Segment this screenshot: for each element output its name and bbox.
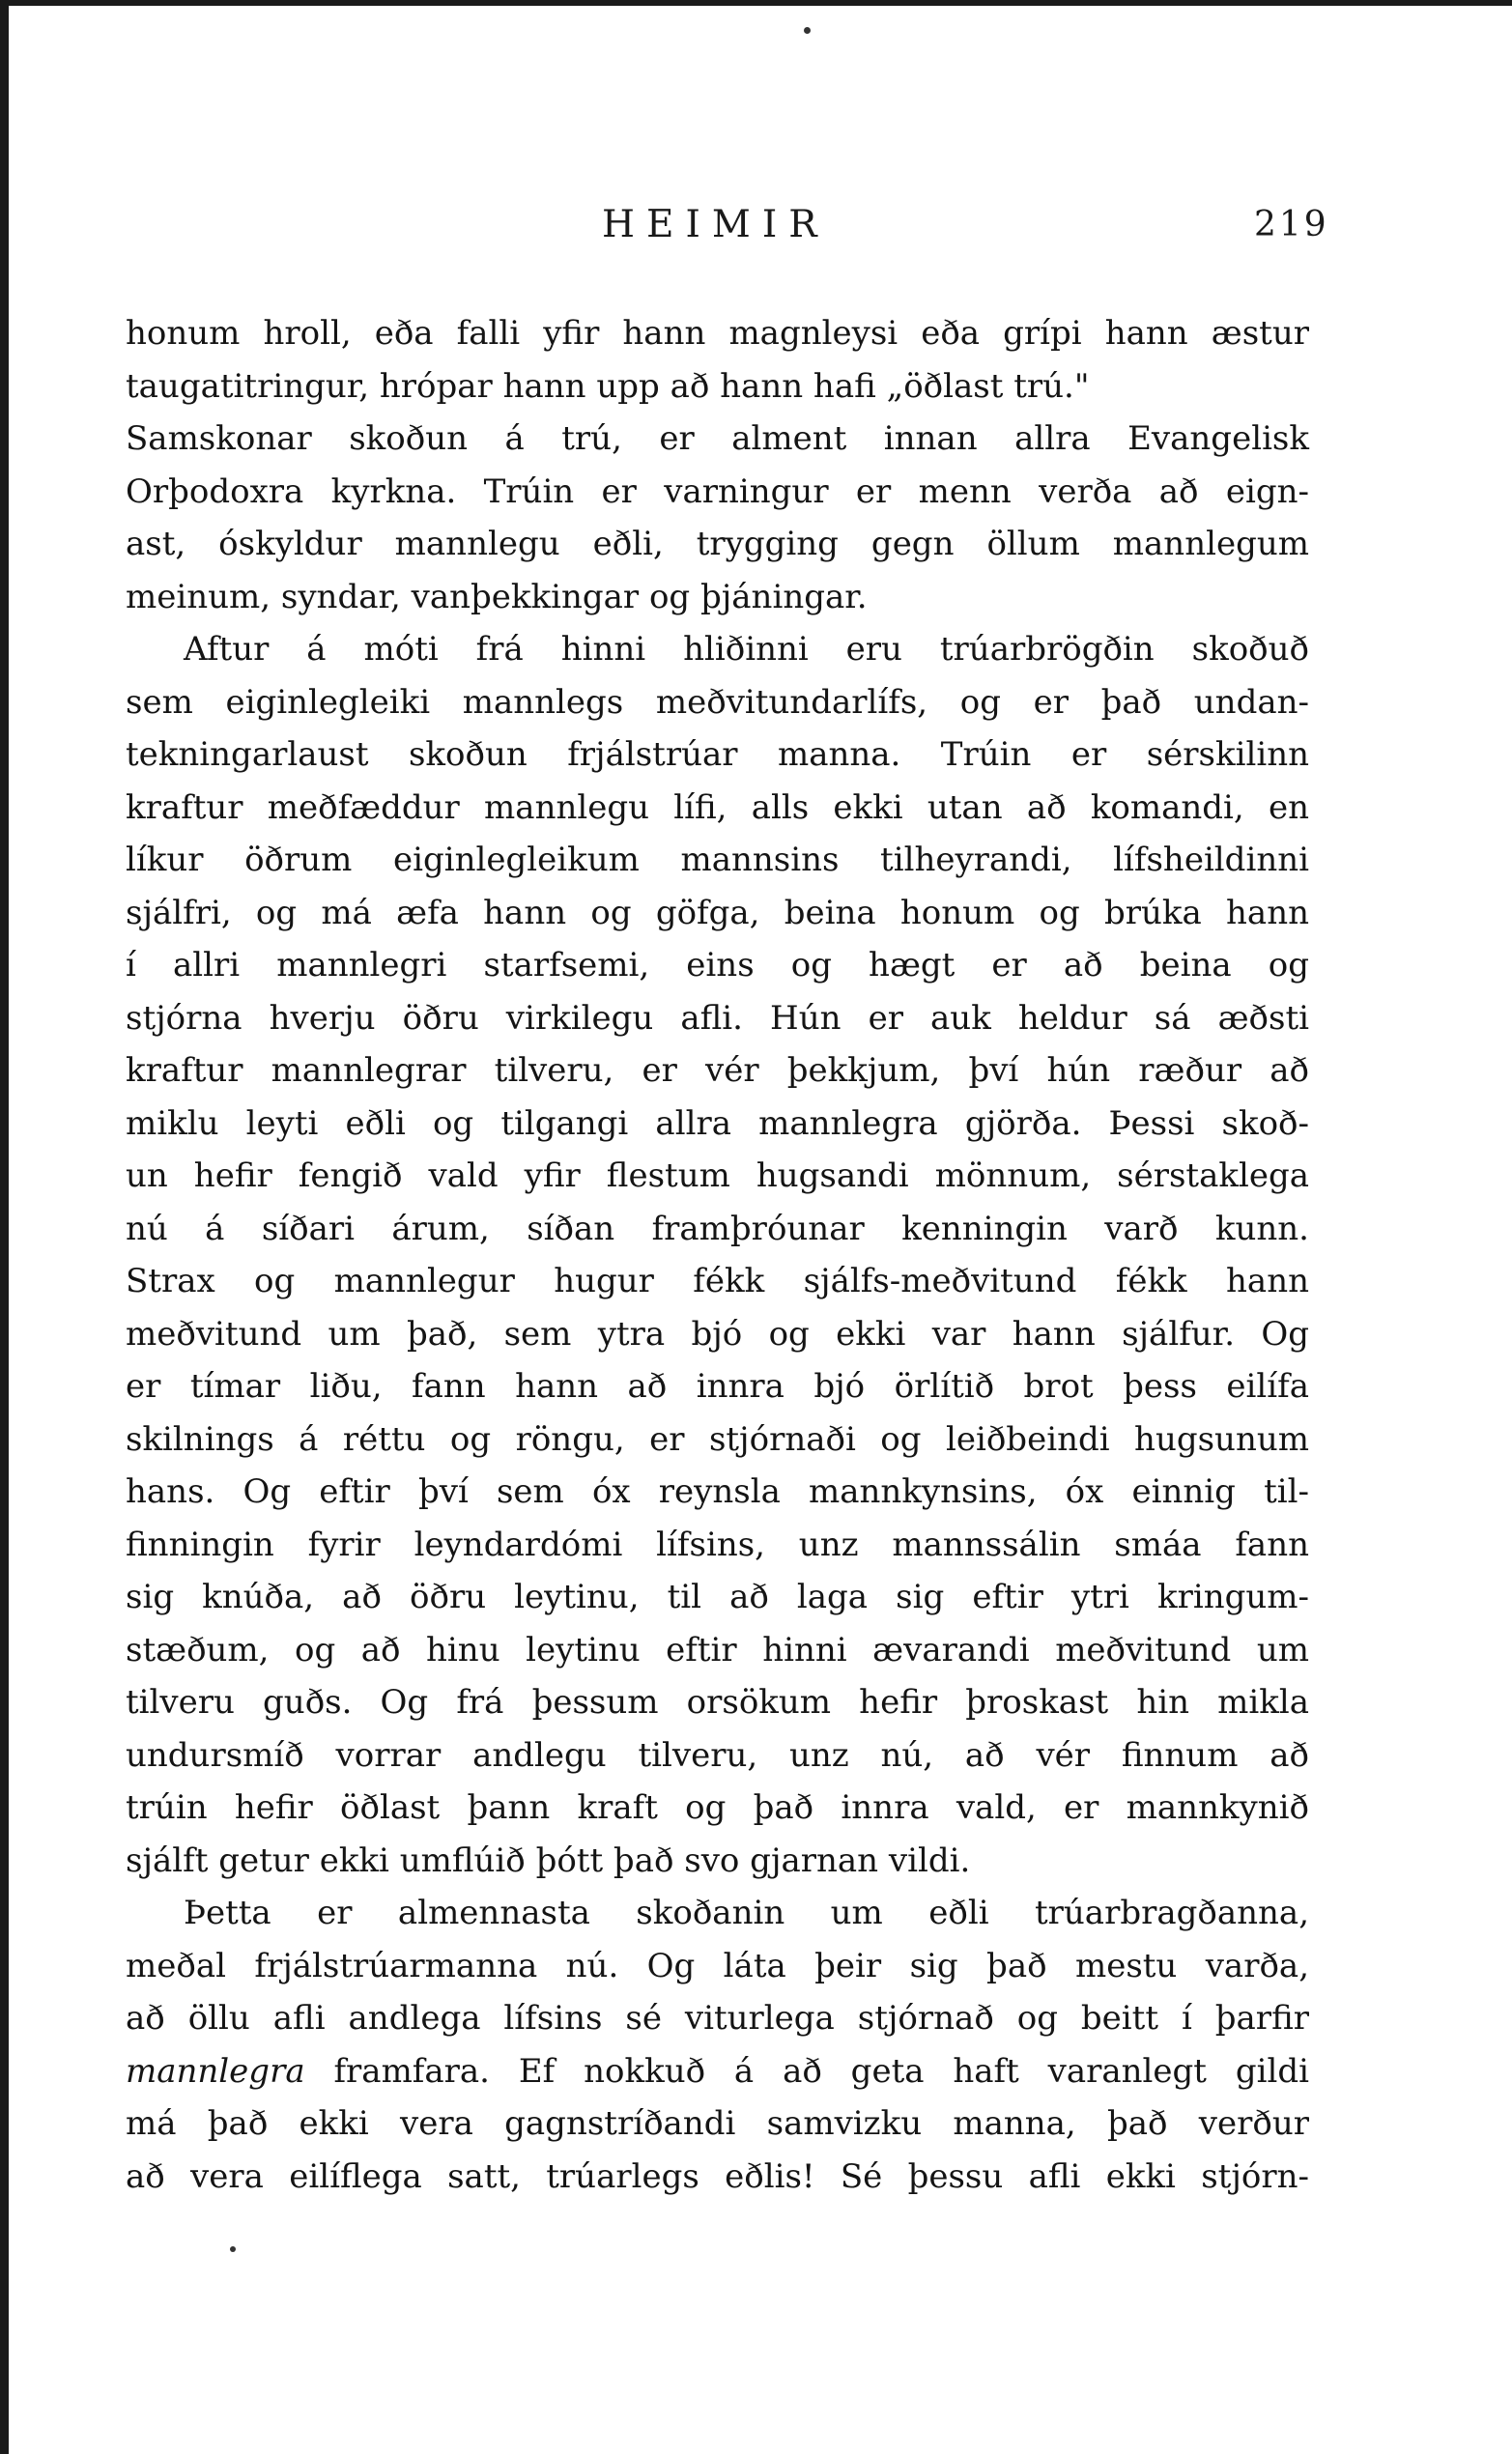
text-line: að öllu afli andlega lífsins sé viturlega stjórnað og beitt í þarfir (126, 1999, 1309, 2038)
text-line: líkur öðrum eiginlegleikum mannsins tilheyrandi, lífsheildinni (126, 841, 1309, 879)
text-line: skilnings á réttu og röngu, er stjórnaði og leiðbeindi hugsunum (126, 1419, 1309, 1459)
text-line: sig knúða, að öðru leytinu, til að laga sig eftir ytri kringum- (126, 1578, 1309, 1616)
text-line: trúin hefir öðlast þann kraft og það innra vald, er mannkynið (126, 1788, 1309, 1827)
scan-speck (804, 27, 811, 34)
text-line: stæðum, og að hinu leytinu eftir hinni ævarandi meðvitund um (126, 1630, 1309, 1669)
text-line: tekningarlaust skoðun frjálstrúar manna. Trúin er sérskilinn (126, 735, 1309, 774)
text-line: að vera eilíflega satt, trúarlegs eðlis! Sé þessu afli ekki stjórn- (126, 2156, 1309, 2196)
text-line: Strax og mannlegur hugur fékk sjálfs-meðvitund fékk hann (126, 1262, 1309, 1300)
left-scan-border (0, 0, 9, 2454)
text-line: taugatitringur, hrópar hann upp að hann hafi „öðlast trú." (126, 366, 1090, 406)
text-line: tilveru guðs. Og frá þessum orsökum hefir þroskast hin mikla (126, 1683, 1309, 1722)
page-number: 219 (1254, 205, 1329, 244)
top-scan-border (0, 0, 1512, 6)
text-line: meinum, syndar, vanþekkingar og þjáningar. (126, 577, 868, 616)
running-title: HEIMIR (602, 203, 829, 246)
italic-word: mannlegra (126, 2051, 305, 2091)
text-line: sjálfri, og má æfa hann og göfga, beina honum og brúka hann (126, 893, 1309, 932)
text-line: kraftur meðfæddur mannlegu lífi, alls ekki utan að komandi, en (126, 787, 1309, 827)
text-line: Orþodoxra kyrkna. Trúin er varningur er menn verða að eign- (126, 471, 1309, 511)
text-line: nú á síðari árum, síðan framþróunar kenningin varð kunn. (126, 1209, 1309, 1248)
text-line: Aftur á móti frá hinni hliðinni eru trúarbrögðin skoðuð (184, 630, 1309, 669)
text-line: í allri mannlegri starfsemi, eins og hægt er að beina og (126, 946, 1309, 984)
text-line: un hefir fengið vald yfir flestum hugsandi mönnum, sérstaklega (126, 1156, 1309, 1195)
text-line: hans. Og eftir því sem óx reynsla mannkynsins, óx einnig til- (126, 1472, 1309, 1511)
text-line: meðal frjálstrúarmanna nú. Og láta þeir sig það mestu varða, (126, 1946, 1309, 1985)
text-line: stjórna hverju öðru virkilegu afli. Hún er auk heldur sá æðsti (126, 998, 1309, 1038)
text-line: Þetta er almennasta skoðanin um eðli trúarbragðanna, (184, 1894, 1309, 1932)
text-line: kraftur mannlegrar tilveru, er vér þekkjum, því hún ræður að (126, 1051, 1309, 1090)
text-line: honum hroll, eða falli yfir hann magnleysi eða grípi hann æstur (126, 314, 1309, 353)
text-line: miklu leyti eðli og tilgangi allra mannlegra gjörða. Þessi skoð- (126, 1103, 1309, 1143)
text-line: er tímar liðu, fann hann að innra bjó örlítið brot þess eilífa (126, 1367, 1309, 1406)
text-line: Samskonar skoðun á trú, er alment innan allra Evangelisk (126, 419, 1309, 458)
text-line: undursmíð vorrar andlegu tilveru, unz nú, að vér finnum að (126, 1735, 1309, 1775)
text-line: meðvitund um það, sem ytra bjó og ekki var hann sjálfur. Og (126, 1314, 1309, 1354)
text-line: sjálft getur ekki umflúið þótt það svo gjarnan vildi. (126, 1840, 971, 1880)
scan-speck (230, 2246, 236, 2252)
text-line: finningin fyrir leyndardómi lífsins, unz mannssálin smáa fann (126, 1525, 1309, 1564)
text-line: ast, óskyldur mannlegu eðli, trygging gegn öllum mannlegum (126, 525, 1309, 563)
text-line: má það ekki vera gagnstríðandi samvizku manna, það verður (126, 2104, 1309, 2143)
text-line: mannlegra framfara. Ef nokkuð á að geta haft varanlegt gildi (126, 2051, 1309, 2091)
text-line: sem eiginlegleiki mannlegs meðvitundarlífs, og er það undan- (126, 682, 1309, 722)
body-text (126, 307, 1309, 2203)
